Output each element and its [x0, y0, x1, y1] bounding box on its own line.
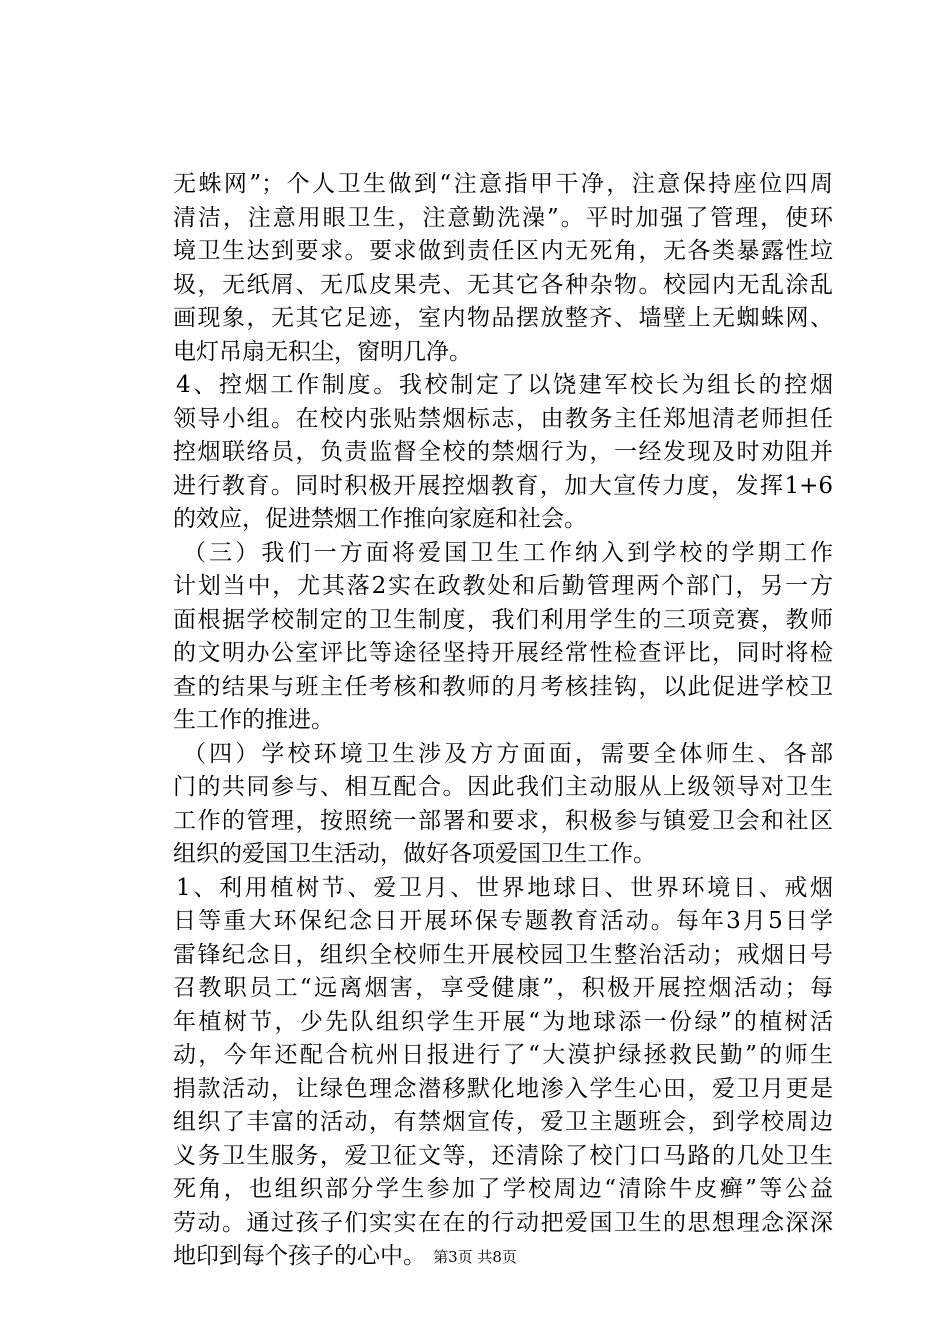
page-number-footer: 第3页 共8页	[433, 1248, 517, 1266]
text-line: 劳动。通过孩子们实实在在的行动把爱国卫生的思想理念深深	[173, 1209, 833, 1236]
text-line: 年植树节，少先队组织学生开展“为地球添一份绿”的植树活	[173, 1008, 833, 1035]
text-line: 圾，无纸屑、无瓜皮果壳、无其它各种杂物。校园内无乱涂乱	[173, 271, 833, 298]
text-line: 的效应，促进禁烟工作推向家庭和社会。	[173, 506, 587, 532]
text-line: 地印到每个孩子的心中。	[173, 1243, 426, 1269]
document-body	[173, 168, 833, 1274]
text-line: 死角，也组织部分学生参加了学校周边“清除牛皮癣”等公益	[173, 1176, 833, 1202]
text-line: 计划当中，尤其落2实在政教处和后勤管理两个部门，另一方	[173, 573, 833, 599]
text-line: （四）学校环境卫生涉及方方面面，需要全体师生、各部	[183, 740, 833, 767]
text-line: 4、控烟工作制度。我校制定了以饶建军校长为组长的控烟	[176, 372, 833, 398]
text-line: 领导小组。在校内张贴禁烟标志，由教务主任郑旭清老师担任	[173, 405, 833, 432]
text-line: 进行教育。同时积极开展控烟教育，加大宣传力度，发挥1+6	[173, 472, 833, 499]
text-line: 查的结果与班主任考核和教师的月考核挂钩，以此促进学校卫	[173, 673, 833, 700]
text-line: 召教职员工“远离烟害，享受健康”，积极开展控烟活动；每	[173, 975, 833, 1001]
text-line: 生工作的推进。	[173, 707, 334, 733]
text-line: 画现象，无其它足迹，室内物品摆放整齐、墙壁上无蜘蛛网、	[173, 305, 833, 331]
text-line: 电灯吊扇无积尘，窗明几净。	[173, 338, 472, 365]
text-line: （三）我们一方面将爱国卫生工作纳入到学校的学期工作	[183, 539, 833, 566]
text-line: 组织的爱国卫生活动，做好各项爱国卫生工作。	[173, 841, 656, 867]
text-line: 雷锋纪念日，组织全校师生开展校园卫生整治活动；戒烟日号	[173, 941, 833, 968]
text-line: 无蛛网”；个人卫生做到“注意指甲干净，注意保持座位四周	[173, 171, 833, 197]
text-line: 面根据学校制定的卫生制度，我们利用学生的三项竞赛，教师	[173, 606, 833, 633]
text-line: 清洁，注意用眼卫生，注意勤洗澡”。平时加强了管理，使环	[173, 204, 833, 231]
text-line: 工作的管理，按照统一部署和要求，积极参与镇爱卫会和社区	[173, 807, 833, 834]
text-line: 日等重大环保纪念日开展环保专题教育活动。每年3月5日学	[173, 908, 833, 934]
text-line: 境卫生达到要求。要求做到责任区内无死角，无各类暴露性垃	[173, 238, 833, 264]
text-line: 门的共同参与、相互配合。因此我们主动服从上级领导对卫生	[173, 774, 833, 800]
text-line: 控烟联络员，负责监督全校的禁烟行为，一经发现及时劝阻并	[173, 439, 833, 465]
text-line: 动，今年还配合杭州日报进行了“大漠护绿拯救民勤”的师生	[173, 1042, 833, 1068]
text-line: 组织了丰富的活动，有禁烟宣传，爱卫主题班会，到学校周边	[173, 1109, 833, 1135]
text-line: 义务卫生服务，爱卫征文等，还清除了校门口马路的几处卫生	[173, 1142, 833, 1169]
text-line: 捐款活动，让绿色理念潜移默化地渗入学生心田，爱卫月更是	[173, 1075, 833, 1102]
text-line: 1、利用植树节、爱卫月、世界地球日、世界环境日、戒烟	[176, 874, 833, 901]
text-line: 的文明办公室评比等途径坚持开展经常性检查评比，同时将检	[173, 640, 833, 666]
